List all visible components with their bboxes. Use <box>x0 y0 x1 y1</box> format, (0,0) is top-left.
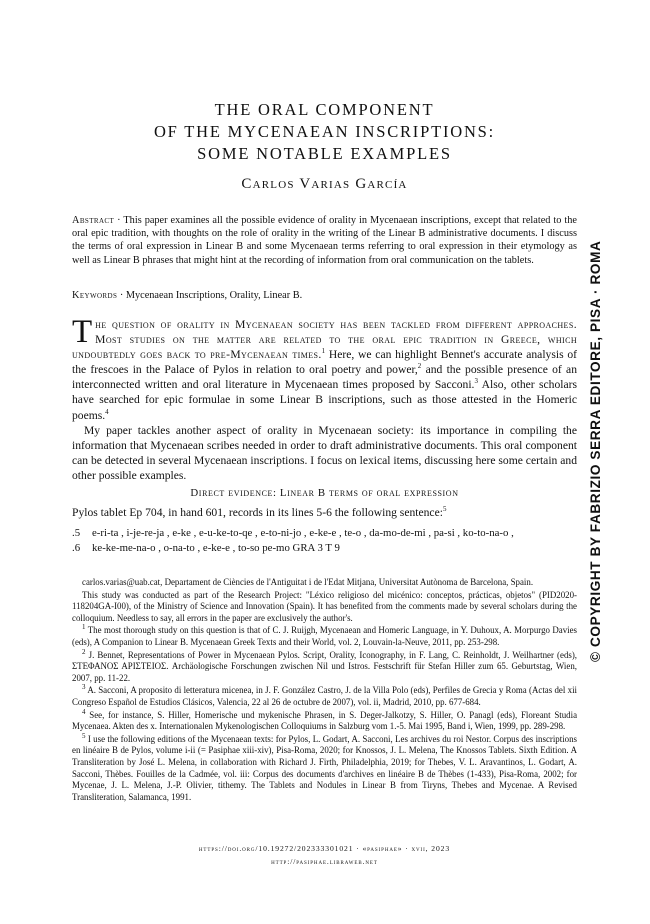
footnote-marker: 2 <box>82 647 86 656</box>
linear-b-line <box>72 541 577 556</box>
paragraph-1-part-4: Also, other scholars have searched for epic formulae in some Linear B inscriptions, such as those attested in the Homeric poems. <box>72 378 577 422</box>
line-text: ke-ke-me-na-o , o-na-to , e-ke-e , to-so pe-mo GRA 3 T 9 <box>92 542 340 554</box>
footnote-marker: 5 <box>82 731 86 740</box>
footnote-text: See, for instance, S. Hiller, Homerische und mykenische Phrasen, in S. Deger-Jalkotzy, S. Hiller, O. Panagl (eds), Floreant Studia Mycenaea. Akten des x. Internationalen Mykenologischen Colloquiums in Salzburg vom 1.-5. Mai 1995, Band i, Wien, 1999, pp. 289-298. <box>72 709 578 732</box>
intro-text: Pylos tablet Ep 704, in hand 601, records in its lines 5-6 the following sentence: <box>72 506 443 519</box>
intro-sentence <box>72 505 577 520</box>
note-ref-3[interactable]: 3 <box>474 377 478 386</box>
drop-cap: T <box>72 314 93 350</box>
footnote-affiliation <box>72 577 577 589</box>
keywords-label: Keywords <box>72 290 118 301</box>
footnote-text: I use the following editions of the Mycenaean texts: for Pylos, L. Godart, A. Sacconi, Les archives du roi Nestor. Corpus des inscriptions en linéaire B de Pylos, volume i-ii (= Pasiphae xiii-xiv), Pisa-Roma, 2020; for Knossos, J. L. Melena, The Knossos Tablets. Sixth Edition. A Transliteration by José L. Melena, in collaboration with Richard J. Firth, Philadelphia, 2019; for Thebes, V. L. Aravantinos, L. Godart, A. Sacconi, Thèbes. Fouilles de la Cadmée, vol. iii: Corpus des documents d'archives en linéaire B de Thèbes (1-433), Pisa-Roma, 2002; for Mycenae, J. L. Melena, J.-P. Olivier, tithemy. The Tablets and Nodules in Linear B from Tiryns, Thebes and Mycenae. A Revised Transliteration, Salamanca, 1991. <box>72 733 577 802</box>
abstract-label: Abstract <box>72 215 115 226</box>
paragraph-1 <box>72 314 577 423</box>
paragraph-1-part-3: and the possible presence of an interconnected written and oral literature in Mycenaean times proposed by Sacconi. <box>72 363 577 392</box>
keywords: Keywords · Mycenaean Inscriptions, Orality, Linear B. <box>72 290 303 301</box>
footnote-3 <box>72 685 577 708</box>
paragraph-1-part-1: he question of orality in Mycenaean society has been tackled from different approaches. Most studies on the matter are related to the oral epic tradition in Greece, which undoubtedly goes back to pre-Mycenaean times. <box>72 318 577 362</box>
abstract-text: This paper examines all the possible evidence of orality in Mycenaean inscriptions, except that related to the oral epic tradition, with thoughts on the role of orality in the writing of the Linear B administrative documents. I discuss the terms of oral expression in Linear B and some Mycenaean terms referring to oral expression in their etymology as well as Linear B phrases that might hint at the recording of information from oral communication on the tablets. <box>72 215 577 266</box>
title-line-3: SOME NOTABLE EXAMPLES <box>197 144 452 163</box>
footer-doi[interactable]: https://doi.org/10.19272/202333301021 · «pasiphae» · xvii, 2023 <box>198 844 451 853</box>
section-heading: Direct evidence: Linear B terms of oral expression <box>190 487 459 499</box>
paper-title <box>72 99 577 165</box>
footnote-4 <box>72 707 578 733</box>
paragraph-2: My paper tackles another aspect of orality in Mycenaean society: its importance in compiling the information that Mycenaean scribes needed in order to draft administrative documents. This oral component can be detected in several Mycenaean inscriptions. I focus on lexical items, discussing here some certain and other possible examples. <box>72 423 577 482</box>
abstract: Abstract · This paper examines all the possible evidence of orality in Mycenaean inscriptions, except that related to the oral epic tradition, with thoughts on the role of orality in the writing of the Linear B administrative documents. I discuss the terms of oral expression in Linear B and some Mycenaean terms referring to oral expression in their etymology as well as Linear B phrases that might hint at the recording of information from oral communication on the tablets. <box>72 215 577 266</box>
note-ref-2[interactable]: 2 <box>417 362 422 371</box>
note-ref-4[interactable]: 4 <box>105 407 109 416</box>
footnote-acknowledgement <box>72 590 577 625</box>
footnote-2 <box>72 647 578 685</box>
title-line-1: THE ORAL COMPONENT <box>214 100 435 119</box>
body-text <box>72 314 577 483</box>
footnote-text: J. Bennet, Representations of Power in Mycenaean Pylos. Script, Orality, Iconography, in F. Lang, C. Reinholdt, J. Weilhartner (eds), ΣΤΕΦΑΝΟΣ ΑΡΙΣΤΕΙΟΣ. Archäologische Forschungen zwischen Nil und Istros. Festschrift für Stefan Hiller zum 65. Geburtstag, Wien, 2007, pp. 11-22. <box>72 649 578 683</box>
line-text: e-ri-ta , i-je-re-ja , e-ke , e-u-ke-to-qe , e-to-ni-jo , e-ke-e , te-o , da-mo-de-mi , pa-si , ko-to-na-o , <box>92 527 514 539</box>
linear-b-line <box>72 526 577 541</box>
footnotes <box>72 577 577 804</box>
footnote-text: carlos.varias@uab.cat, Departament de Ciències de l'Antiguitat i de l'Edat Mitjana, Universitat Autònoma de Barcelona, Spain. <box>82 577 534 587</box>
keywords-text: Mycenaean Inscriptions, Orality, Linear B. <box>125 290 303 301</box>
author-name: Carlos Varias García <box>241 176 408 192</box>
footer-url[interactable]: http://pasiphae.libraweb.net <box>271 857 378 866</box>
footnote-text: The most thorough study on this question is that of C. J. Ruijgh, Mycenaean and Homeric Language, in Y. Duhoux, A. Morpurgo Davies (eds), A Companion to Linear B. Mycenaean Greek Texts and their World, vol. 2, Louvain-la-Neuve, 2011, pp. 253-298. <box>72 625 577 647</box>
line-number: .5 <box>72 527 81 539</box>
footnote-text: A. Sacconi, A proposito di letteratura micenea, in J. F. González Castro, J. de la Villa Polo (eds), Perfiles de Grecia y Roma (Actas del xii Congreso Español de Estudios Clásicos, Valencia, 22 al 26 de octubre de 2007), vol. ii, Madrid, 2010, pp. 677-684. <box>72 685 577 707</box>
footnote-marker: 4 <box>82 707 86 716</box>
footnote-marker: 1 <box>82 623 86 632</box>
footnote-5 <box>72 731 577 804</box>
footnote-text: This study was conducted as part of the Research Project: "Léxico religioso del micénico: conceptos, prácticas, objetos" (PID2020-118204GA-I00), of the Ministry of Science and Innovation (Spain). It has benefited from the comments made by several scholars during the colloquium. Needless to say, all errors in the paper are exclusively the author's. <box>72 589 577 623</box>
linear-b-transcription <box>72 526 577 556</box>
note-ref-1[interactable]: 1 <box>321 347 326 356</box>
footnote-1 <box>72 625 577 648</box>
note-ref-5[interactable]: 5 <box>442 505 447 514</box>
title-line-2: OF THE MYCENAEAN INSCRIPTIONS: <box>153 122 496 141</box>
footnote-marker: 3 <box>82 683 86 692</box>
paragraph-1-part-2: Here, we can highlight Bennet's accurate analysis of the frescoes in the Palace of Pylos in relation to oral poetry and power, <box>72 348 577 377</box>
line-number: .6 <box>72 542 81 554</box>
copyright-notice: © COPYRIGHT BY FABRIZIO SERRA EDITORE, PISA · ROMA <box>588 240 603 662</box>
